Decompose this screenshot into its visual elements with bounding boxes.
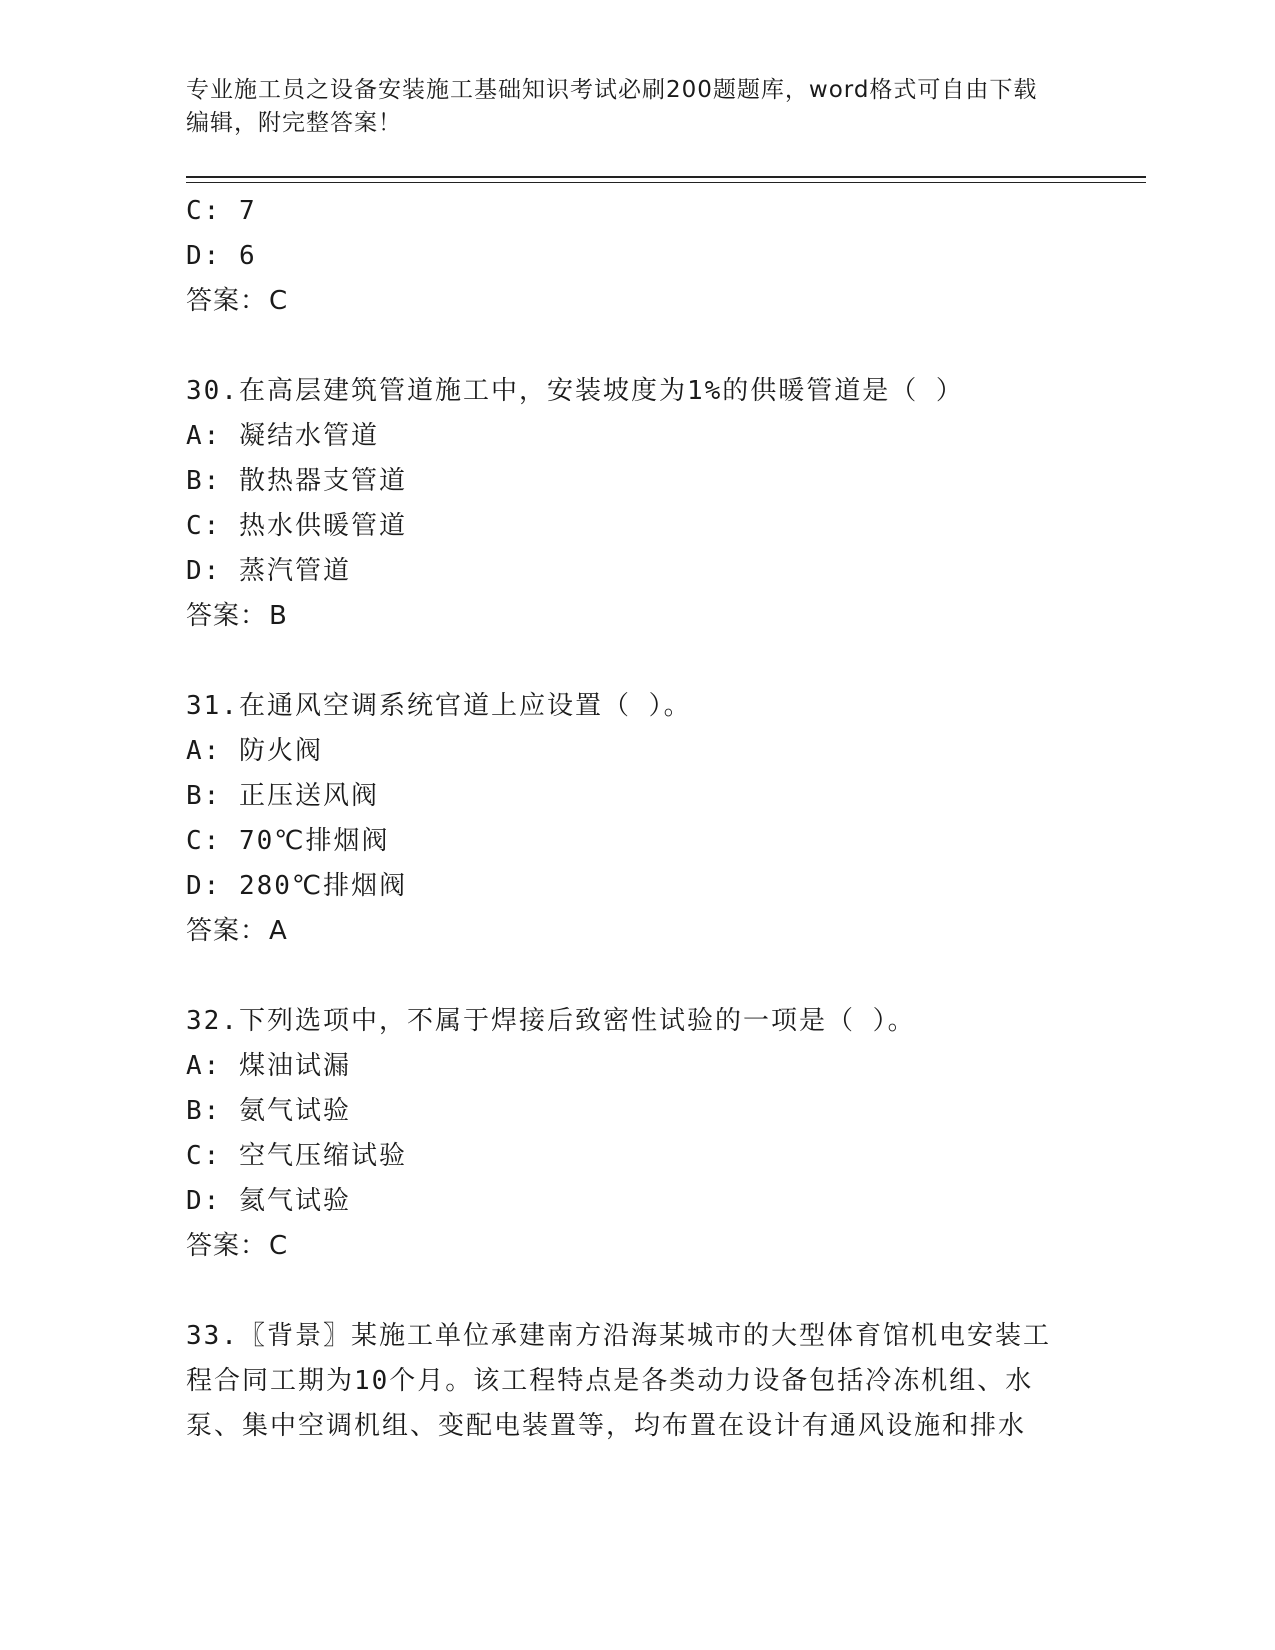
option-d: D: 氦气试验 [186, 1186, 351, 1216]
paragraph-line: 泵、集中空调机组、变配电装置等，均布置在设计有通风设施和排水 [186, 1411, 1027, 1441]
answer-line [186, 279, 1146, 324]
question-stem: 30.在高层建筑管道施工中，安装坡度为1%的供暖管道是（ ） [186, 376, 964, 406]
spacer [186, 324, 1146, 369]
option-a: A: 凝结水管道 [186, 421, 379, 451]
question-stem: 31.在通风空调系统官道上应设置（ ）。 [186, 691, 692, 721]
answer-value: C [269, 1231, 289, 1261]
answer-label: 答案： [186, 601, 268, 631]
question-stem: 32.下列选项中，不属于焊接后致密性试验的一项是（ ）。 [186, 1006, 916, 1036]
header-title-line-1: 专业施工员之设备安装施工基础知识考试必刷200题题库，word格式可自由下载 [186, 77, 1038, 103]
question-32 [186, 999, 1146, 1269]
option-c: C: 7 [186, 196, 257, 226]
answer-line [186, 909, 1146, 954]
spacer [186, 954, 1146, 999]
question-31 [186, 684, 1146, 954]
option-a: A: 煤油试漏 [186, 1051, 351, 1081]
option-c: C: 热水供暖管道 [186, 511, 407, 541]
answer-value: B [269, 601, 288, 631]
option-c: C: 空气压缩试验 [186, 1141, 407, 1171]
spacer [186, 639, 1146, 684]
document-header [186, 74, 1066, 140]
document-page [186, 0, 1146, 1650]
option-b: B: 氨气试验 [186, 1096, 351, 1126]
question-30 [186, 369, 1146, 639]
answer-line [186, 1224, 1146, 1269]
option-d: D: 蒸汽管道 [186, 556, 351, 586]
answer-label: 答案： [186, 286, 268, 316]
header-divider-thick [186, 176, 1146, 178]
spacer [186, 1269, 1146, 1314]
paragraph-line: 33.〖背景〗某施工单位承建南方沿海某城市的大型体育馆机电安装工 [186, 1321, 1051, 1351]
header-title-line-2: 编辑，附完整答案！ [186, 110, 402, 136]
header-divider-thin [186, 182, 1146, 183]
option-b: B: 散热器支管道 [186, 466, 407, 496]
question-content [186, 189, 1146, 1449]
question-33-background [186, 1314, 1076, 1449]
question-29-tail [186, 189, 1146, 324]
option-d: D: 6 [186, 241, 257, 271]
option-a: A: 防火阀 [186, 736, 323, 766]
answer-line [186, 594, 1146, 639]
answer-value: C [269, 286, 289, 316]
answer-label: 答案： [186, 1231, 268, 1261]
answer-label: 答案： [186, 916, 268, 946]
paragraph-line: 程合同工期为10个月。该工程特点是各类动力设备包括冷冻机组、水 [186, 1366, 1034, 1396]
answer-value: A [269, 916, 288, 946]
option-d: D: 280℃排烟阀 [186, 871, 408, 901]
option-b: B: 正压送风阀 [186, 781, 379, 811]
option-c: C: 70℃排烟阀 [186, 826, 390, 856]
